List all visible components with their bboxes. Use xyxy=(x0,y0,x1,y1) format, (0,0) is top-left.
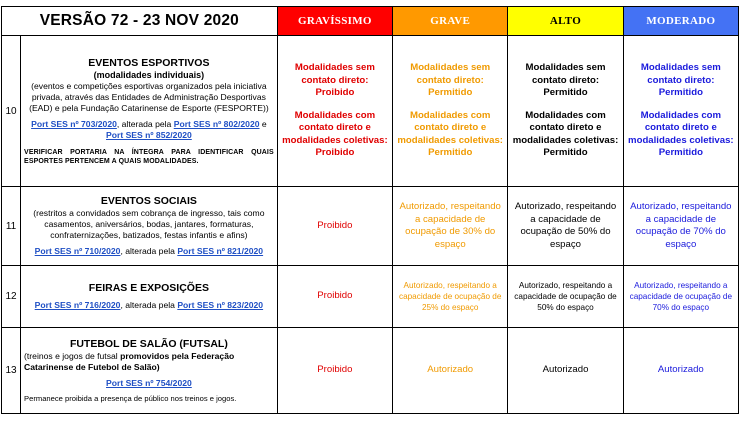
level-text: Modalidades com contato direto e modalidades coletivas: Proibido xyxy=(282,109,388,159)
level-text: Modalidades sem contato direto: Permitido xyxy=(525,62,606,99)
row-title: EVENTOS ESPORTIVOS xyxy=(88,56,210,69)
row-description xyxy=(21,266,278,328)
row-body: (restritos a convidados sem cobrança de ingresso, tais como casamentos, aniversários, bodas, jantares, formaturas, confraternizações, batizados, festas infantis e afins) xyxy=(33,208,265,240)
level-text: Modalidades com contato direto e modalidades coletivas: Permitido xyxy=(512,109,619,159)
level-text: Modalidades sem contato direto: Proibido xyxy=(294,62,375,99)
row-note: VERIFICAR PORTARIA NA ÍNTEGRA PARA IDENTIFICAR QUAIS ESPORTES PERTENCEM A QUAIS MODALIDADES. xyxy=(24,148,274,165)
level-cell-moderado: Autorizado, respeitando a capacidade de ocupação de 70% do espaço xyxy=(623,187,738,266)
regulation-link[interactable]: Port SES nº 852/2020 xyxy=(106,129,192,140)
row-number: 13 xyxy=(2,328,21,414)
regulation-link[interactable]: Port SES nº 754/2020 xyxy=(106,377,192,388)
ref-connector: , alterada pela xyxy=(116,118,172,129)
regulation-refs xyxy=(24,300,274,311)
level-cell-alto: Autorizado, respeitando a capacidade de ocupação de 50% do espaço xyxy=(508,187,623,266)
row-body-text: (treinos e jogos de futsal xyxy=(24,350,118,361)
level-cell-grave xyxy=(393,36,508,187)
row-description xyxy=(21,328,278,414)
ref-connector: e xyxy=(261,118,267,129)
row-description xyxy=(21,36,278,187)
level-cell-alto: Autorizado, respeitando a capacidade de ocupação de 50% do espaço xyxy=(508,266,623,328)
version-title: VERSÃO 72 - 23 NOV 2020 xyxy=(2,7,278,36)
regulation-link[interactable]: Port SES nº 716/2020 xyxy=(34,300,121,310)
row-title: EVENTOS SOCIAIS xyxy=(100,195,197,207)
regulation-refs xyxy=(24,119,274,141)
regulation-link[interactable]: Port SES nº 802/2020 xyxy=(173,118,260,129)
level-cell-gravissimo: Proibido xyxy=(277,187,392,266)
regulation-link[interactable]: Port SES nº 821/2020 xyxy=(177,246,264,256)
regulation-link[interactable]: Port SES nº 703/2020 xyxy=(31,118,117,129)
level-cell-grave: Autorizado xyxy=(393,328,508,414)
level-grave-header: GRAVE xyxy=(393,7,508,36)
row-number: 12 xyxy=(2,266,21,328)
row-description xyxy=(21,187,278,266)
level-alto-header: ALTO xyxy=(508,7,623,36)
regulation-refs xyxy=(24,246,274,257)
level-cell-alto xyxy=(508,36,623,187)
table-row xyxy=(2,266,739,328)
row-title: FEIRAS E EXPOSIÇÕES xyxy=(88,282,209,294)
row-number: 11 xyxy=(2,187,21,266)
row-title: FUTEBOL DE SALÃO (FUTSAL) xyxy=(69,337,228,350)
level-cell-grave: Autorizado, respeitando a capacidade de ocupação de 25% do espaço xyxy=(393,266,508,328)
regulation-link[interactable]: Port SES nº 710/2020 xyxy=(34,246,121,256)
row-body xyxy=(24,351,274,373)
level-cell-moderado: Autorizado xyxy=(623,328,738,414)
regulation-link[interactable]: Port SES nº 823/2020 xyxy=(177,300,264,310)
level-cell-gravissimo: Proibido xyxy=(277,266,392,328)
level-text: Modalidades com contato direto e modalidades coletivas: Permitido xyxy=(397,109,503,159)
level-gravissimo-header: GRAVÍSSIMO xyxy=(277,7,392,36)
regulation-refs xyxy=(24,378,274,389)
table-row xyxy=(2,36,739,187)
level-moderado-header: MODERADO xyxy=(623,7,738,36)
table-row xyxy=(2,328,739,414)
level-cell-moderado: Autorizado, respeitando a capacidade de ocupação de 70% do espaço xyxy=(623,266,738,328)
header-row xyxy=(2,7,739,36)
ref-connector: , alterada pela xyxy=(120,300,175,310)
ref-connector: , alterada pela xyxy=(120,246,175,256)
row-note: Permanece proibida a presença de público nos treinos e jogos. xyxy=(24,393,237,403)
level-cell-alto: Autorizado xyxy=(508,328,623,414)
row-body-emphasis: promovidos pela Federação Catarinense de Futebol de Salão) xyxy=(24,350,235,372)
row-number: 10 xyxy=(2,36,21,187)
restrictions-table xyxy=(1,6,739,414)
level-text: Modalidades sem contato direto: Permitido xyxy=(640,62,721,99)
level-cell-moderado xyxy=(623,36,738,187)
level-cell-grave: Autorizado, respeitando a capacidade de ocupação de 30% do espaço xyxy=(393,187,508,266)
row-subtitle: (modalidades individuais) xyxy=(93,69,205,80)
level-text: Modalidades com contato direto e modalidades coletivas: Permitido xyxy=(628,109,734,159)
table-row xyxy=(2,187,739,266)
level-cell-gravissimo: Proibido xyxy=(277,328,392,414)
row-body: (eventos e competições esportivas organizados pela iniciativa privada, através das Entidades de Administração Desportivas (EAD) e pela Fundação Catarinense de Esporte (FESPORTE)) xyxy=(29,80,269,113)
level-cell-gravissimo xyxy=(277,36,392,187)
level-text: Modalidades sem contato direto: Permitido xyxy=(410,62,491,99)
